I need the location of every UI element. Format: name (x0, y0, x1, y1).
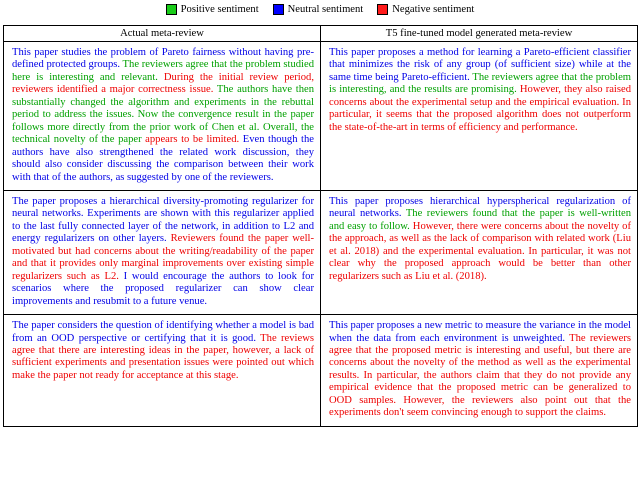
sentiment-legend (0, 2, 640, 16)
actual-meta-review-cell (4, 190, 321, 314)
negative-swatch (377, 4, 388, 15)
header-actual-meta-review: Actual meta-review (4, 26, 321, 42)
table-row (4, 315, 638, 427)
positive-sentiment-text: The reviewers agree that the problem studied here is interesting and relevant. (12, 59, 314, 83)
header-t5-generated-meta-review: T5 fine-tuned model generated meta-review (321, 26, 638, 42)
positive-sentiment-text: The authors have then substantially changed the algorithm and experiments in the rebuttal period to address the issues. Now the convergence result in the paper follows more directly from the prior work of Chen et al. Overall, the technical novelty of the paper (12, 84, 314, 146)
negative-sentiment-text: The reviews agree that there are interesting ideas in the paper, however, a lack of sufficient experiments and presentation issues were pointed out which make the paper not ready for acceptance at this stage. (12, 332, 314, 381)
actual-meta-review-cell (4, 42, 321, 191)
positive-sentiment-text: The reviewers agree that the problem is interesting, and the results are promising. (329, 71, 632, 96)
neutral-sentiment-text: I would encourage the authors to look for scenarios where the proposed regularizer can show clear improvements and resubmit to a future venue. (12, 270, 314, 307)
negative-sentiment-text: appears to be limited. (145, 134, 243, 146)
generated-meta-review-cell (321, 315, 638, 427)
neutral-sentiment-text: This paper proposes a new metric to measure the variance in the model when the data from each environment is unweighted. (329, 320, 631, 344)
generated-meta-review-cell (321, 190, 638, 314)
positive-swatch (166, 4, 177, 15)
negative-sentiment-text: Reviewers found the paper well-motivated but had concerns about the writing/readability of the paper and that it provides only marginal improvements over existing simple regularizers such as L2. (12, 233, 315, 282)
table-header-row (4, 26, 638, 42)
generated-meta-review-cell (321, 42, 638, 191)
neutral-sentiment-text: Even though the authors have also strengthened the related work discussion, they should also consider discussing the comparison between their work with that of the authors, as suggested by one of the reviewers. (12, 134, 315, 183)
meta-review-table (3, 25, 638, 427)
legend-item-neutral (273, 4, 364, 15)
table-row (4, 42, 638, 191)
neutral-sentiment-text: The paper considers the question of identifying whether a model is bad from an OOD perspective or certifying that it is good. (12, 320, 314, 344)
table-row (4, 190, 638, 314)
legend-label-negative: Negative sentiment (392, 3, 475, 15)
negative-sentiment-text: However, they also raised concerns about the experimental setup and the empirical evaluation. In particular, it seems that the proposed algorithm does not outperform the state-of-the-art in terms of efficiency and performance. (329, 84, 631, 133)
neutral-swatch (273, 4, 284, 15)
negative-sentiment-text: During the initial review period, reviewers identified a major correctness issue. (12, 71, 314, 96)
positive-sentiment-text: The reviewers found that the paper is well-written and easy to follow. (329, 208, 632, 232)
negative-sentiment-text: However, there were concerns about the novelty of the approach, as well as the lack of comparison with related work (Liu et al. 2018) and the experimental evaluation. In particular, it was not clear why the proposed approach would be better than other regularizers such as Liu et al. (2018). (329, 220, 631, 282)
legend-item-negative (377, 4, 474, 15)
actual-meta-review-cell (4, 315, 321, 427)
legend-label-neutral: Neutral sentiment (287, 3, 364, 15)
legend-item-positive (166, 4, 259, 15)
neutral-sentiment-text: This paper proposes hierarchical hyperspherical regularization of neural networks. (329, 195, 631, 220)
neutral-sentiment-text: This paper proposes a method for learning a Pareto-efficient classifier that minimizes the risk of any group (of sufficient size) while at the same time being Pareto-efficient. (329, 47, 631, 83)
legend-label-positive: Positive sentiment (180, 3, 259, 15)
negative-sentiment-text: The reviewers agree that the proposed metric is interesting and useful, but there are concerns about the novelty of the method as well as the experimental results. In particular, the authors claim that they do not provide any empirical evidence that the proposed metric can be generalized to OOD samples. However, the reviewers also point out that the experiments don't seem convincing enough to support the claims. (329, 332, 631, 419)
neutral-sentiment-text: The paper proposes a hierarchical diversity-promoting regularizer for neural networks. Experiments are shown with this regularizer applied to the last fully connected layer of the network, in addition to L2 and energy regularizers on other layers. (12, 195, 314, 245)
neutral-sentiment-text: This paper studies the problem of Pareto fairness without having pre-defined protected groups. (12, 47, 314, 71)
